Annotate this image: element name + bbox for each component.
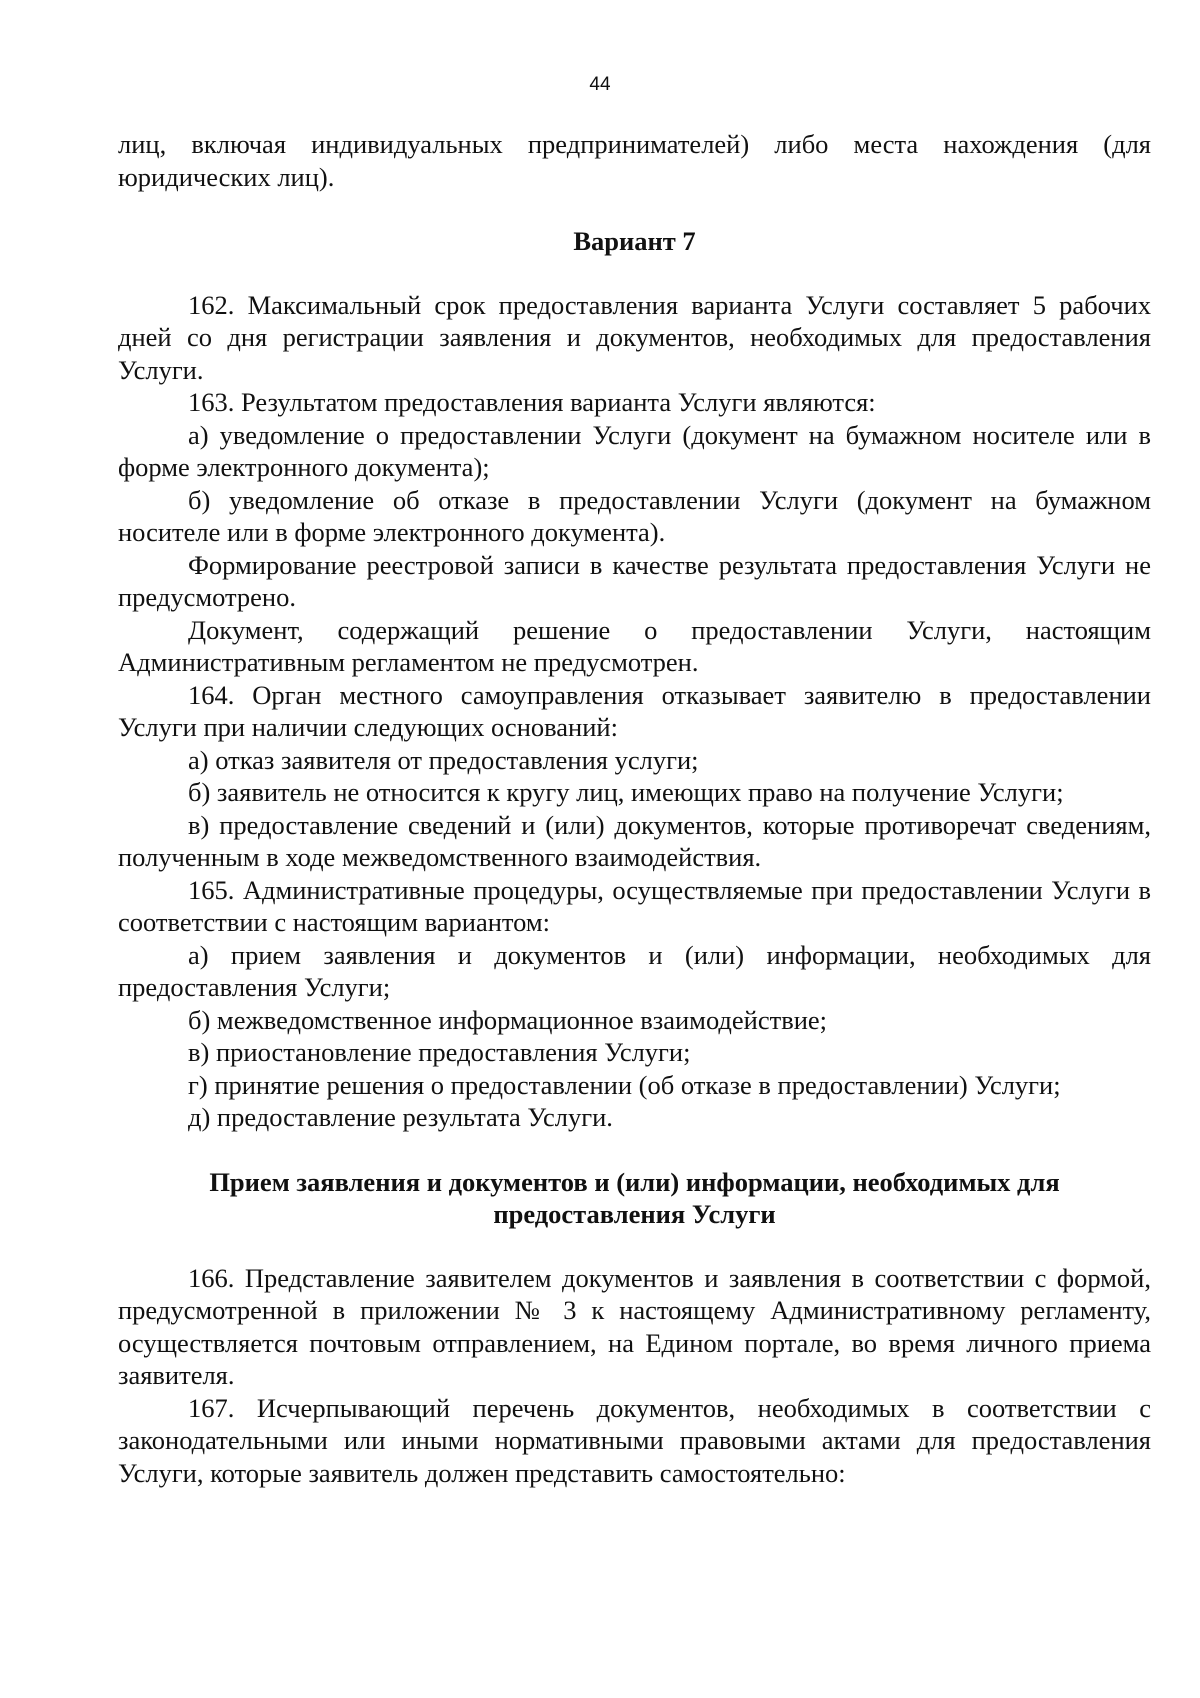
paragraph-163: 163. Результатом предоставления варианта Услуги являются: [188, 387, 876, 417]
paragraph-164-c: в) предоставление сведений и (или) документов, которые противоречат сведениям, полученным в ходе межведомственного взаимодействия. [118, 809, 1151, 872]
section-heading-variant-7: Вариант 7 [573, 226, 696, 256]
paragraph-165-a: а) прием заявления и документов и (или) информации, необходимых для предоставления Услуги; [118, 939, 1151, 1002]
page-number: 44 [589, 74, 611, 95]
paragraph-162: 162. Максимальный срок предоставления варианта Услуги составляет 5 рабочих дней со дня регистрации заявления и документов, необходимых для предоставления Услуги. [118, 289, 1151, 385]
paragraph-167: 167. Исчерпывающий перечень документов, необходимых в соответствии с законодательными или иными нормативными правовыми актами для предоставления Услуги, которые заявитель должен представить самостоятельно: [118, 1392, 1151, 1488]
section-heading-application-intake: Прием заявления и документов и (или) информации, необходимых для предоставления Услуги [209, 1166, 1060, 1229]
paragraph-continuation: лиц, включая индивидуальных предпринимателей) либо места нахождения (для юридических лиц). [118, 129, 1151, 192]
document-body [118, 128, 1151, 1489]
paragraph-164-a: а) отказ заявителя от предоставления услуги; [188, 744, 699, 775]
paragraph-164-b: б) заявитель не относится к кругу лиц, имеющих право на получение Услуги; [188, 777, 1064, 807]
paragraph-165-d: г) принятие решения о предоставлении (об отказе в предоставлении) Услуги; [188, 1069, 1061, 1100]
paragraph-165-c: в) приостановление предоставления Услуги; [188, 1037, 691, 1067]
paragraph-164: 164. Орган местного самоуправления отказывает заявителю в предоставлении Услуги при наличии следующих оснований: [118, 679, 1151, 742]
paragraph-165-e: д) предоставление результата Услуги. [188, 1102, 613, 1132]
paragraph-163-b: б) уведомление об отказе в предоставлении Услуги (документ на бумажном носителе или в форме электронного документа). [118, 484, 1151, 547]
paragraph-decision-document: Документ, содержащий решение о предоставлении Услуги, настоящим Административным регламентом не предусмотрен. [118, 614, 1151, 677]
paragraph-163-a: а) уведомление о предоставлении Услуги (документ на бумажном носителе или в форме электронного документа); [118, 419, 1151, 482]
paragraph-166: 166. Представление заявителем документов и заявления в соответствии с формой, предусмотренной в приложении № 3 к настоящему Административному регламенту, осуществляется почтовым отправлением, на Едином портале, во время личного приема заявителя. [118, 1262, 1151, 1390]
paragraph-registry-record: Формирование реестровой записи в качестве результата предоставления Услуги не предусмотрено. [118, 549, 1151, 612]
paragraph-165-b: б) межведомственное информационное взаимодействие; [188, 1004, 828, 1035]
paragraph-165: 165. Административные процедуры, осуществляемые при предоставлении Услуги в соответствии с настоящим вариантом: [118, 874, 1151, 937]
